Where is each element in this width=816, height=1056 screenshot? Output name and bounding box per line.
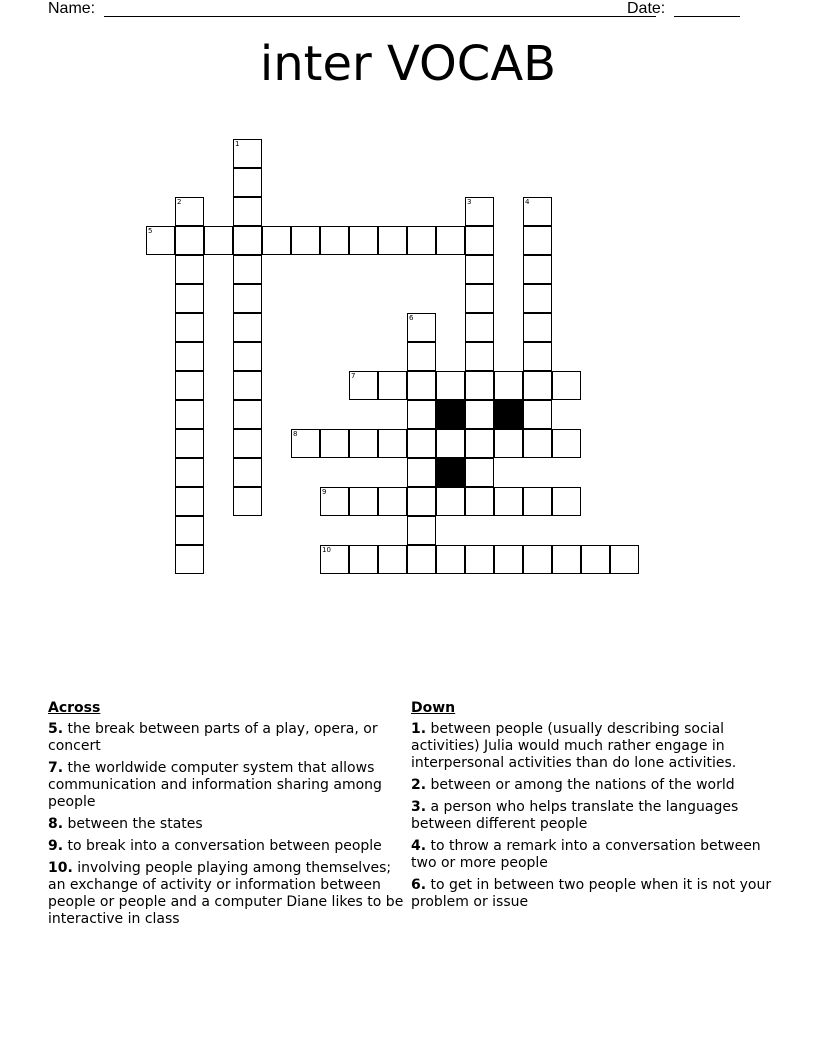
across-clue [48, 860, 408, 928]
crossword-cell[interactable] [407, 371, 436, 400]
down-clue [411, 721, 783, 772]
crossword-cell[interactable] [465, 255, 494, 284]
crossword-cell[interactable] [146, 226, 175, 255]
crossword-cell[interactable] [494, 545, 523, 574]
clue-text: between or among the nations of the world [426, 777, 735, 793]
crossword-cell[interactable] [175, 429, 204, 458]
crossword-cell[interactable] [407, 429, 436, 458]
crossword-black-cell [436, 458, 465, 487]
crossword-cell[interactable] [378, 226, 407, 255]
clue-number: 8. [48, 816, 64, 832]
crossword-cell[interactable] [494, 487, 523, 516]
clue-number-label: 7 [351, 372, 356, 380]
crossword-cell[interactable] [407, 458, 436, 487]
crossword-cell[interactable] [291, 226, 320, 255]
crossword-cell[interactable] [233, 458, 262, 487]
clue-number: 4. [411, 838, 427, 854]
crossword-cell[interactable] [233, 371, 262, 400]
crossword-cell[interactable] [407, 342, 436, 371]
crossword-cell[interactable] [175, 313, 204, 342]
crossword-cell[interactable] [175, 458, 204, 487]
clue-number-label: 9 [322, 488, 327, 496]
crossword-cell[interactable] [465, 342, 494, 371]
crossword-cell[interactable] [349, 545, 378, 574]
clue-number-label: 4 [525, 198, 530, 206]
crossword-cell[interactable] [581, 545, 610, 574]
crossword-cell[interactable] [465, 284, 494, 313]
crossword-cell[interactable] [175, 400, 204, 429]
crossword-cell[interactable] [465, 371, 494, 400]
crossword-cell[interactable] [320, 545, 349, 574]
crossword-cell[interactable] [523, 197, 552, 226]
crossword-cell[interactable] [552, 429, 581, 458]
crossword-cell[interactable] [204, 226, 233, 255]
clue-text: the break between parts of a play, opera, or concert [48, 721, 378, 754]
crossword-cell[interactable] [465, 226, 494, 255]
crossword-cell[interactable] [233, 226, 262, 255]
clue-text: to break into a conversation between people [63, 838, 382, 854]
crossword-cell[interactable] [175, 197, 204, 226]
crossword-cell[interactable] [436, 545, 465, 574]
across-heading: Across [48, 700, 101, 716]
crossword-cell[interactable] [436, 371, 465, 400]
across-clue [48, 760, 408, 811]
crossword-cell[interactable] [175, 545, 204, 574]
clue-number-label: 6 [409, 314, 414, 322]
clue-text: to get in between two people when it is not your problem or issue [411, 877, 772, 910]
crossword-cell[interactable] [175, 255, 204, 284]
crossword-cell[interactable] [407, 487, 436, 516]
crossword-cell[interactable] [407, 313, 436, 342]
crossword-cell[interactable] [378, 371, 407, 400]
crossword-cell[interactable] [407, 400, 436, 429]
crossword-cell[interactable] [349, 429, 378, 458]
crossword-cell[interactable] [233, 168, 262, 197]
crossword-cell[interactable] [320, 226, 349, 255]
crossword-cell[interactable] [320, 429, 349, 458]
clue-text: a person who helps translate the languages between different people [411, 799, 739, 832]
clue-number-label: 8 [293, 430, 298, 438]
clue-number: 7. [48, 760, 64, 776]
crossword-cell[interactable] [465, 400, 494, 429]
crossword-cell[interactable] [552, 545, 581, 574]
crossword-cell[interactable] [523, 226, 552, 255]
crossword-cell[interactable] [610, 545, 639, 574]
across-clue [48, 838, 408, 855]
crossword-cell[interactable] [233, 313, 262, 342]
crossword-cell[interactable] [465, 197, 494, 226]
down-clue [411, 777, 783, 794]
crossword-cell[interactable] [552, 371, 581, 400]
crossword-cell[interactable] [233, 255, 262, 284]
crossword-cell[interactable] [523, 284, 552, 313]
crossword-black-cell [494, 400, 523, 429]
clue-text: involving people playing among themselves; an exchange of activity or information between people or people and a computer Diane likes to be interactive in class [48, 860, 404, 927]
clue-number: 10. [48, 860, 73, 876]
crossword-cell[interactable] [175, 342, 204, 371]
crossword-cell[interactable] [523, 429, 552, 458]
crossword-cell[interactable] [436, 226, 465, 255]
crossword-cell[interactable] [523, 342, 552, 371]
clue-number: 1. [411, 721, 427, 737]
across-clue [48, 721, 408, 755]
clue-number: 6. [411, 877, 427, 893]
crossword-cell[interactable] [175, 487, 204, 516]
down-clue [411, 877, 783, 911]
crossword-cell[interactable] [233, 342, 262, 371]
crossword-cell[interactable] [494, 429, 523, 458]
crossword-cell[interactable] [175, 226, 204, 255]
crossword-cell[interactable] [233, 284, 262, 313]
clue-number-label: 5 [148, 227, 153, 235]
name-label: Name: [48, 0, 96, 17]
crossword-cell[interactable] [465, 313, 494, 342]
crossword-cell[interactable] [523, 487, 552, 516]
clue-number: 9. [48, 838, 64, 854]
crossword-cell[interactable] [523, 400, 552, 429]
crossword-cell[interactable] [175, 516, 204, 545]
clue-text: between people (usually describing social activities) Julia would much rather engage in interpersonal activities than do lone activities. [411, 721, 737, 771]
crossword-cell[interactable] [233, 197, 262, 226]
crossword-cell[interactable] [291, 429, 320, 458]
clue-number-label: 2 [177, 198, 182, 206]
clue-number-label: 1 [235, 140, 240, 148]
clue-number-label: 3 [467, 198, 472, 206]
crossword-cell[interactable] [378, 545, 407, 574]
clue-number: 2. [411, 777, 427, 793]
crossword-cell[interactable] [523, 371, 552, 400]
down-clue [411, 799, 783, 833]
crossword-cell[interactable] [436, 429, 465, 458]
crossword-cell[interactable] [465, 429, 494, 458]
crossword-cell[interactable] [494, 371, 523, 400]
crossword-cell[interactable] [465, 545, 494, 574]
crossword-cell[interactable] [465, 487, 494, 516]
crossword-cell[interactable] [407, 516, 436, 545]
crossword-cell[interactable] [233, 400, 262, 429]
clue-text: to throw a remark into a conversation between two or more people [411, 838, 761, 871]
clue-text: between the states [63, 816, 203, 832]
crossword-cell[interactable] [407, 545, 436, 574]
crossword-cell[interactable] [175, 284, 204, 313]
page-title: inter VOCAB [259, 36, 557, 92]
crossword-cell[interactable] [465, 458, 494, 487]
crossword-cell[interactable] [233, 429, 262, 458]
crossword-cell[interactable] [175, 371, 204, 400]
crossword-cell[interactable] [233, 139, 262, 168]
crossword-cell[interactable] [523, 545, 552, 574]
down-clues [411, 700, 783, 916]
crossword-cell[interactable] [378, 487, 407, 516]
crossword-cell[interactable] [407, 226, 436, 255]
crossword-cell[interactable] [523, 255, 552, 284]
crossword-black-cell [436, 400, 465, 429]
across-clues [48, 700, 408, 933]
clue-number: 5. [48, 721, 64, 737]
date-label: Date: [627, 0, 666, 17]
crossword-cell[interactable] [233, 487, 262, 516]
crossword-cell[interactable] [552, 487, 581, 516]
clue-number-label: 10 [322, 546, 331, 554]
crossword-cell[interactable] [523, 313, 552, 342]
crossword-cell[interactable] [436, 487, 465, 516]
down-clue [411, 838, 783, 872]
clue-text: the worldwide computer system that allows communication and information sharing among people [48, 760, 382, 810]
across-clue [48, 816, 408, 833]
clue-number: 3. [411, 799, 427, 815]
down-heading: Down [411, 700, 456, 716]
crossword-cell[interactable] [349, 371, 378, 400]
crossword-cell[interactable] [378, 429, 407, 458]
crossword-cell[interactable] [349, 487, 378, 516]
crossword-cell[interactable] [262, 226, 291, 255]
crossword-cell[interactable] [320, 487, 349, 516]
crossword-cell[interactable] [349, 226, 378, 255]
